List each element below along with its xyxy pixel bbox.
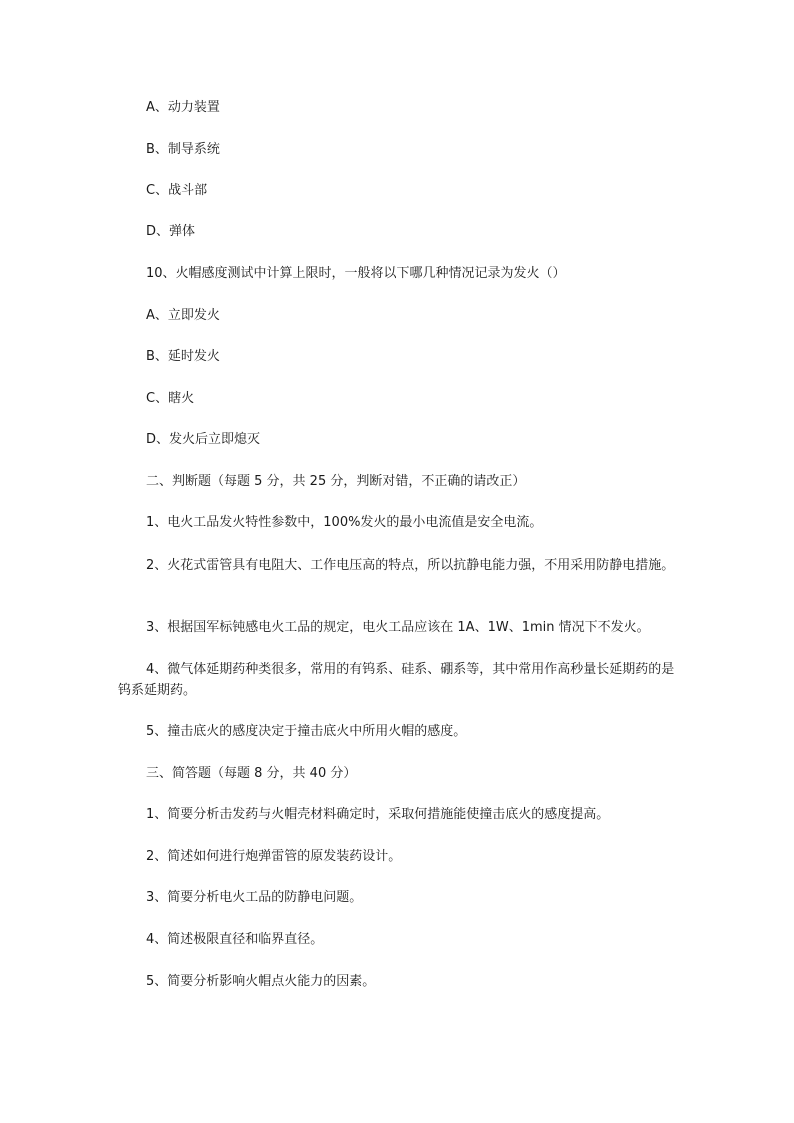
- judge-item-1: 1、电火工品发火特性参数中，100%发火的最小电流值是安全电流。: [146, 515, 543, 530]
- short-item-4: 4、简述极限直径和临界直径。: [146, 932, 324, 947]
- judge-item-2: 2、火花式雷管具有电阻大、工作电压高的特点，所以抗静电能力强，不用采用防静电措施。: [146, 558, 675, 573]
- judge-item-3: 3、根据国军标钝感电火工品的规定，电火工品应该在 1A、1W、1min 情况下不发火。: [146, 620, 650, 635]
- judge-item-5: 5、撞击底火的感度决定于撞击底火中所用火帽的感度。: [146, 724, 467, 739]
- q10-option-a: A、立即发火: [146, 308, 220, 323]
- judge-item-4: 4、微气体延期药种类很多，常用的有钨系、硅系、硼系等，其中常用作高秒量长延期药的是钨系延期药。: [118, 662, 675, 698]
- prev-option-d: D、弹体: [146, 224, 196, 239]
- section-short-heading: 三、简答题（每题 8 分，共 40 分）: [146, 766, 357, 781]
- short-item-3: 3、简要分析电火工品的防静电问题。: [146, 890, 363, 905]
- prev-option-a: A、动力装置: [146, 100, 220, 115]
- short-item-2: 2、简述如何进行炮弹雷管的原发装药设计。: [146, 849, 402, 864]
- prev-option-b: B、制导系统: [146, 142, 220, 157]
- q10-option-b: B、延时发火: [146, 349, 220, 364]
- q10-option-d: D、发火后立即熄灭: [146, 432, 261, 447]
- short-item-5: 5、简要分析影响火帽点火能力的因素。: [146, 974, 376, 989]
- q10-option-c: C、瞎火: [146, 391, 195, 406]
- section-judge-heading: 二、判断题（每题 5 分，共 25 分，判断对错，不正确的请改正）: [146, 474, 526, 489]
- short-item-1: 1、简要分析击发药与火帽壳材料确定时，采取何措施能使撞击底火的感度提高。: [146, 807, 610, 822]
- prev-option-c: C、战斗部: [146, 183, 208, 198]
- question-10: 10、火帽感度测试中计算上限时，一般将以下哪几种情况记录为发火（）: [146, 266, 566, 281]
